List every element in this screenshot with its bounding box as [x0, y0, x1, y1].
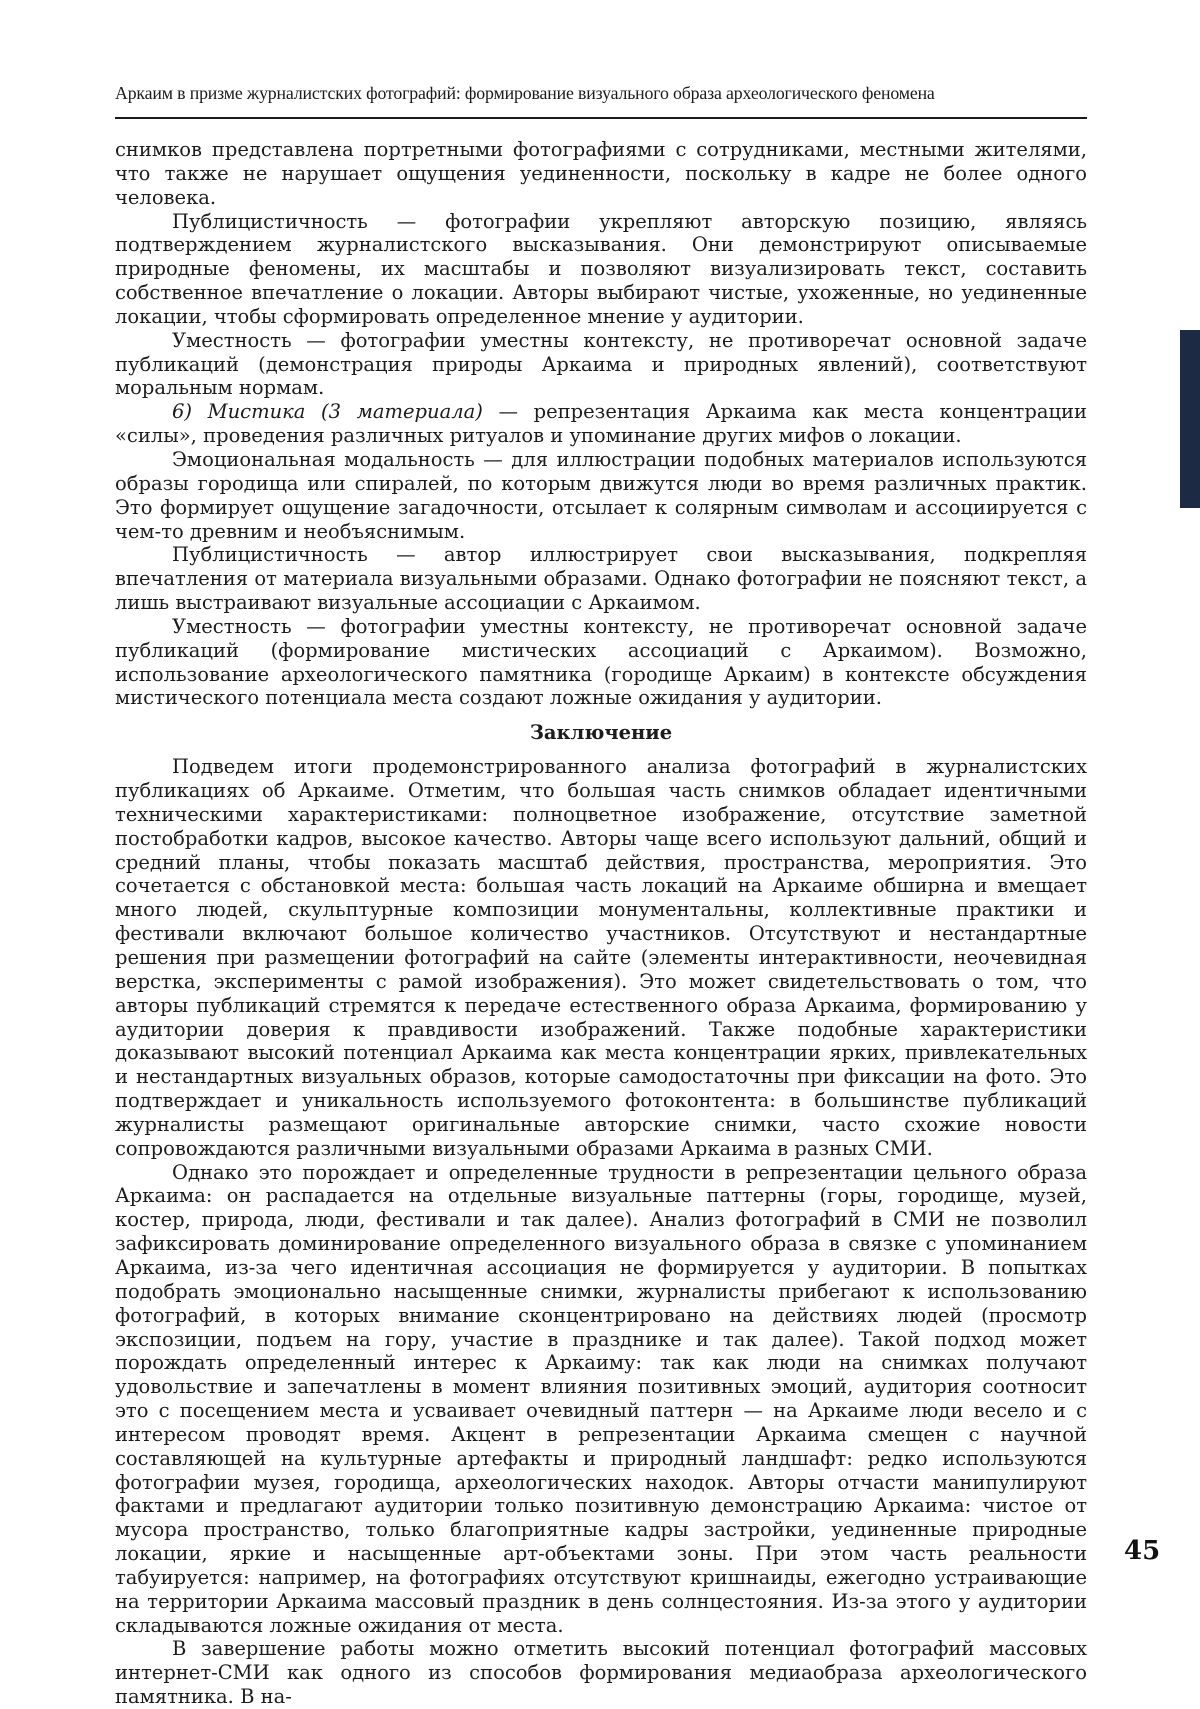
- paragraph-publicism-nature: Публицистичность — фотографии укрепляют авторскую позицию, являясь подтверждением журналистского высказывания. Они демонстрируют описываемые природные феномены, их масштабы и позволяют визуализировать текст, составить собственное впечатление о локации. Авторы выбирают чистые, ухоженные, но уединенные локации, чтобы сформировать определенное мнение у аудитории.: [115, 210, 1087, 329]
- paragraph-publicism-mysticism: Публицистичность — автор иллюстрирует свои высказывания, подкрепляя впечатления от материала визуальными образами. Однако фотографии не поясняют текст, а лишь выстраивают визуальные ассоциации с Аркаимом.: [115, 543, 1087, 615]
- paragraph-appropriateness-mysticism: Уместность — фотографии уместны контексту, не противоречат основной задаче публикаций (формирование мистических ассоциаций с Аркаимом). Возможно, использование археологического памятника (городище Аркаим) в контексте обсуждения мистического потенциала места создают ложные ожидания у аудитории.: [115, 615, 1087, 710]
- paragraph-conclusion-summary: Подведем итоги продемонстрированного анализа фотографий в журналистских публикациях об Аркаиме. Отметим, что большая часть снимков обладает идентичными техническими характеристиками: полноцветное изображение, отсутствие заметной постобработки кадров, высокое качество. Авторы чаще всего используют дальний, общий и средний планы, чтобы показать масштаб действия, пространства, мероприятия. Это сочетается с обстановкой места: большая часть локаций на Аркаиме обширна и вмещает много людей, скульптурные композиции монументальны, коллективные практики и фестивали включают большое количество участников. Отсутствуют и нестандартные решения при размещении фотографий на сайте (элементы интерактивности, неочевидная верстка, эксперименты с рамой изображения). Это может свидетельствовать о том, что авторы публикаций стремятся к передаче естественного образа Аркаима, формированию у аудитории доверия к правдивости изображений. Также подобные характеристики доказывают высокий потенциал Аркаима как места концентрации ярких, привлекательных и нестандартных визуальных образов, которые самодостаточны при фиксации на фото. Это подтверждает и уникальность используемого фотоконтента: в большинстве публикаций журналисты размещают оригинальные авторские снимки, часто схожие новости сопровождаются различными визуальными образами Аркаима в разных СМИ.: [115, 755, 1087, 1160]
- section-tab-marker: [1180, 330, 1200, 508]
- mysticism-lead: 6) Мистика (3 материала): [172, 400, 483, 423]
- mysticism-text: — репрезентация Аркаима как места концентрации «силы», проведения различных ритуалов и упоминание других мифов о локации.: [115, 400, 1087, 447]
- article-body: [115, 138, 1087, 1709]
- paragraph-conclusion-difficulties: Однако это порождает и определенные трудности в репрезентации цельного образа Аркаима: он распадается на отдельные визуальные паттерны (горы, городище, музей, костер, природа, люди, фестивали и так далее). Анализ фотографий в СМИ не позволил зафиксировать доминирование определенного визуального образа в связке с упоминанием Аркаима, из-за чего идентичная ассоциация не формируется у аудитории. В попытках подобрать эмоционально насыщенные снимки, журналисты прибегают к использованию фотографий, в которых внимание сконцентрировано на действиях людей (просмотр экспозиции, подъем на гору, участие в празднике и так далее). Такой подход может порождать определенный интерес к Аркаиму: так как люди на снимках получают удовольствие и запечатлены в момент влияния позитивных эмоций, аудитория соотносит это с посещением места и усваивает очевидный паттерн — на Аркаиме люди весело и с интересом проводят время. Акцент в репрезентации Аркаима смещен с научной составляющей на культурные артефакты и природный ландшафт: редко используются фотографии музея, городища, археологических находок. Авторы отчасти манипулируют фактами и предлагают аудитории только позитивную демонстрацию Аркаима: чистое от мусора пространство, только благоприятные кадры застройки, уединенные природные локации, яркие и насыщенные арт-объектами зоны. При этом часть реальности табуируется: например, на фотографиях отсутствуют кришнаиды, ежегодно устраивающие на территории Аркаима массовый праздник в день солнцестояния. Из-за этого у аудитории складываются ложные ожидания от места.: [115, 1161, 1087, 1638]
- paragraph-emotional-modality: Эмоциональная модальность — для иллюстрации подобных материалов используются образы городища или спиралей, по которым движутся люди во время различных практик. Это формирует ощущение загадочности, отсылает к солярным символам и ассоциируется с чем-то древним и необъяснимым.: [115, 448, 1087, 543]
- running-head: Аркаим в призме журналистских фотографий: формирование визуального образа археологического феномена: [115, 82, 1087, 104]
- page-number: 45: [1124, 1536, 1160, 1566]
- paragraph-mysticism: [115, 400, 1087, 448]
- paragraph-continuation: снимков представлена портретными фотографиями с сотрудниками, местными жителями, что также не нарушает ощущения уединенности, поскольку в кадре не более одного человека.: [115, 138, 1087, 210]
- section-heading-conclusion: Заключение: [115, 721, 1087, 745]
- header-rule: [115, 117, 1087, 119]
- paragraph-conclusion-final: В завершение работы можно отметить высокий потенциал фотографий массовых интернет-СМИ как одного из способов формирования медиаобраза археологического памятника. В на-: [115, 1637, 1087, 1709]
- paragraph-appropriateness-nature: Уместность — фотографии уместны контексту, не противоречат основной задаче публикаций (демонстрация природы Аркаима и природных явлений), соответствуют моральным нормам.: [115, 329, 1087, 401]
